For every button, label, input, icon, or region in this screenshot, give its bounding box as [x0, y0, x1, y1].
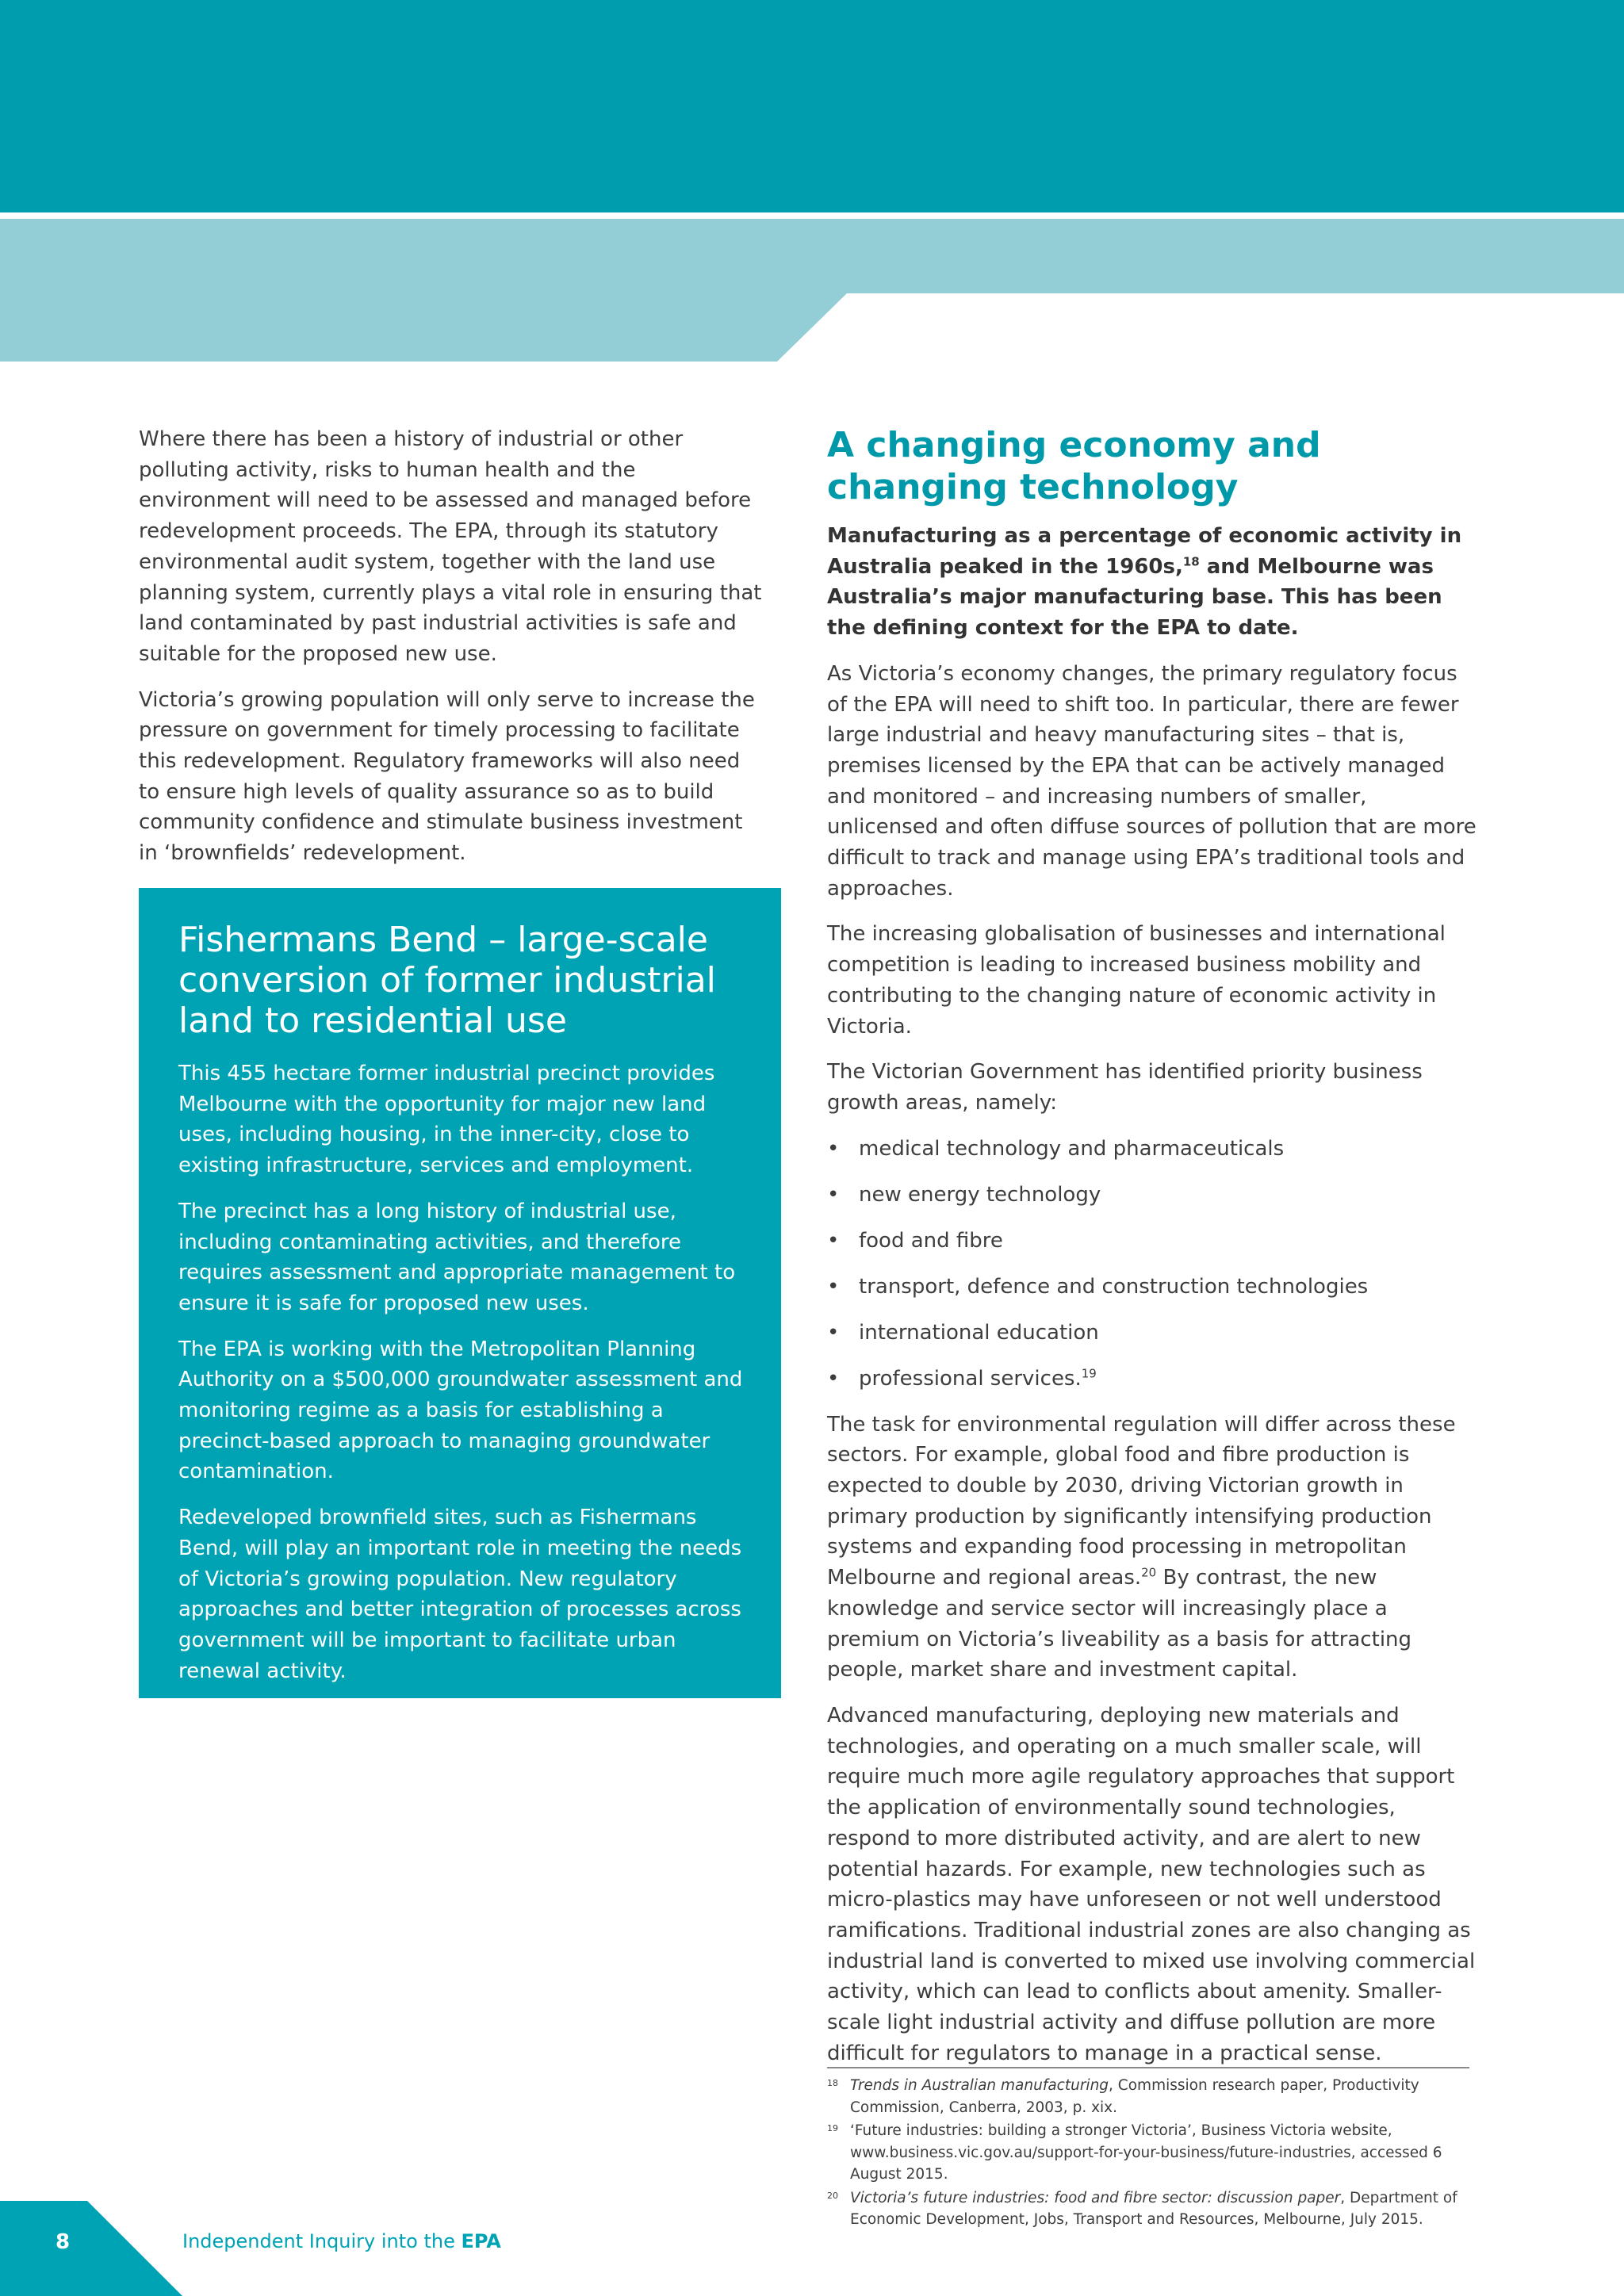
list-item: [827, 1134, 1477, 1165]
footnote-number: 18: [827, 2078, 838, 2088]
list-item: [827, 1180, 1477, 1211]
list-item-text: international education: [859, 1320, 1099, 1345]
list-item-text: professional services.: [859, 1366, 1082, 1391]
intro-paragraph: Where there has been a history of industrial or other polluting activity, risks to human health and the environment will need to be assessed and managed before redevelopment proceeds. The EPA, through its statutory environmental audit system, together with the land use planning system, currently plays a vital role in ensuring that land contaminated by past industrial activities is safe and suitable for the proposed new use.: [139, 427, 762, 666]
footnote-20: [827, 2187, 1469, 2231]
bullet-icon: •: [827, 1182, 840, 1207]
footnote-text: ‘Future industries: building a stronger Victoria’, Business Victoria website, www.business.vic.gov.au/support-for-your-business/future-industries, accessed 6 August 2015.: [850, 2122, 1442, 2183]
footnote-ref-19: 19: [1081, 1366, 1097, 1380]
footnote-number: 19: [827, 2123, 838, 2133]
left-column: [139, 424, 765, 884]
footnote-19: [827, 2120, 1469, 2186]
list-item-text: new energy technology: [859, 1182, 1101, 1207]
case-study-paragraph: The EPA is working with the Metropolitan Planning Authority on a $500,000 groundwater assessment and monitoring regime as a basis for establishing a precinct-based approach to managing groundwater contamination.: [178, 1337, 743, 1484]
list-item-text: food and fibre: [859, 1228, 1003, 1253]
globalisation-paragraph: The increasing globalisation of businesses and international competition is leading to increased business mobility and contributing to the changing nature of economic activity in Victoria.: [827, 922, 1446, 1039]
header-band: [0, 0, 1624, 212]
list-item: [827, 1272, 1477, 1303]
footnote-divider: [827, 2067, 1469, 2068]
case-study-paragraph: Redeveloped brownfield sites, such as Fishermans Bend, will play an important role in meeting the needs of Victoria’s growing population. New regulatory approaches and better integration of processes across government will be important to facilitate urban renewal activity.: [178, 1506, 742, 1683]
footnotes: [827, 2075, 1469, 2233]
sectors-paragraph: [827, 1410, 1477, 1686]
list-item-text: medical technology and pharmaceuticals: [859, 1136, 1285, 1161]
right-column: [827, 424, 1477, 2084]
priority-areas-intro: The Victorian Government has identified priority business growth areas, namely:: [827, 1060, 1423, 1115]
case-study-title: Fishermans Bend – large-scale conversion of former industrial land to residential use: [178, 920, 716, 1041]
header-band-divider: [0, 212, 1624, 219]
bullet-icon: •: [827, 1136, 840, 1161]
advanced-manufacturing-paragraph: Advanced manufacturing, deploying new materials and technologies, and operating on a much smaller scale, will require much more agile regulatory approaches that support the application of environmentally sound technologies, respond to more distributed activity, and are alert to new potential hazards. For example, new technologies such as micro-plastics may have unforeseen or not well understood ramifications. Traditional industrial zones are also changing as industrial land is converted to mixed use involving commercial activity, which can lead to conflicts about amenity. Smaller-scale light industrial activity and diffuse pollution are more difficult for regulators to manage in a practical sense.: [827, 1703, 1476, 2065]
footnote-ref-18: 18: [1182, 554, 1200, 569]
footnote-text: , Department of Economic Development, Jobs, Transport and Resources, Melbourne, July 2015.: [850, 2189, 1457, 2228]
sectors-text-end: By contrast, the new knowledge and service sector will increasingly place a premium on Victoria’s liveability as a basis for attracting people, market share and investment capital.: [827, 1566, 1412, 1682]
footnote-title: Trends in Australian manufacturing: [850, 2077, 1109, 2094]
sectors-text-start: The task for environmental regulation will differ across these sectors. For example, global food and fibre production is expected to double by 2030, driving Victorian growth in primary production by significantly intensifying production systems and expanding food processing in metropolitan Melbourne and regional areas.: [827, 1412, 1456, 1590]
lead-text-end: and Melbourne was Australia’s major manufacturing base. This has been the defining context for the EPA to date.: [827, 554, 1442, 641]
footnote-number: 20: [827, 2190, 838, 2201]
section-heading: A changing economy and changing technology: [827, 425, 1321, 507]
population-paragraph: Victoria’s growing population will only serve to increase the pressure on government for timely processing to facilitate this redevelopment. Regulatory frameworks will also need to ensure high levels of quality assurance so as to build community confidence and stimulate business investment in ‘brownfields’ redevelopment.: [139, 687, 755, 866]
bullet-icon: •: [827, 1320, 840, 1345]
priority-areas-list: [827, 1134, 1477, 1395]
list-item: [827, 1226, 1477, 1257]
list-item: [827, 1364, 1477, 1395]
page-corner-tab: [0, 2201, 182, 2296]
footnote-text: , Commission research paper, Productivity Commission, Canberra, 2003, p. xix.: [850, 2077, 1419, 2116]
economy-paragraph: As Victoria’s economy changes, the primary regulatory focus of the EPA will need to shift too. In particular, there are fewer large industrial and heavy manufacturing sites – that is, premises licensed by the EPA that can be actively managed and monitored – and increasing numbers of smaller, unlicensed and often diffuse sources of pollution that are more difficult to track and manage using EPA’s traditional tools and approaches.: [827, 661, 1477, 901]
lead-paragraph: [827, 521, 1477, 644]
header-light-band: [0, 219, 1624, 362]
list-item: [827, 1318, 1477, 1349]
page-number: 8: [56, 2230, 71, 2254]
case-study-paragraph: This 455 hectare former industrial precinct provides Melbourne with the opportunity for major new land uses, including housing, in the inner-city, close to existing infrastructure, services and employment.: [178, 1062, 715, 1178]
lead-text-start: Manufacturing as a percentage of economic activity in Australia peaked in the 1960s,: [827, 524, 1462, 579]
footnote-18: [827, 2075, 1469, 2118]
list-item-text: transport, defence and construction technologies: [859, 1274, 1369, 1299]
running-title-emphasis: EPA: [461, 2230, 501, 2252]
bullet-icon: •: [827, 1274, 840, 1299]
running-title: [182, 2230, 501, 2252]
running-title-text: Independent Inquiry into the: [182, 2230, 462, 2252]
footnote-title: Victoria’s future industries: food and fibre sector: discussion paper: [850, 2189, 1341, 2206]
bullet-icon: •: [827, 1366, 840, 1391]
case-study-paragraph: The precinct has a long history of industrial use, including contaminating activities, and therefore requires assessment and appropriate management to ensure it is safe for proposed new uses.: [178, 1199, 736, 1315]
bullet-icon: •: [827, 1228, 840, 1253]
footnote-ref-20: 20: [1141, 1565, 1157, 1580]
case-study-box: [139, 888, 781, 1698]
